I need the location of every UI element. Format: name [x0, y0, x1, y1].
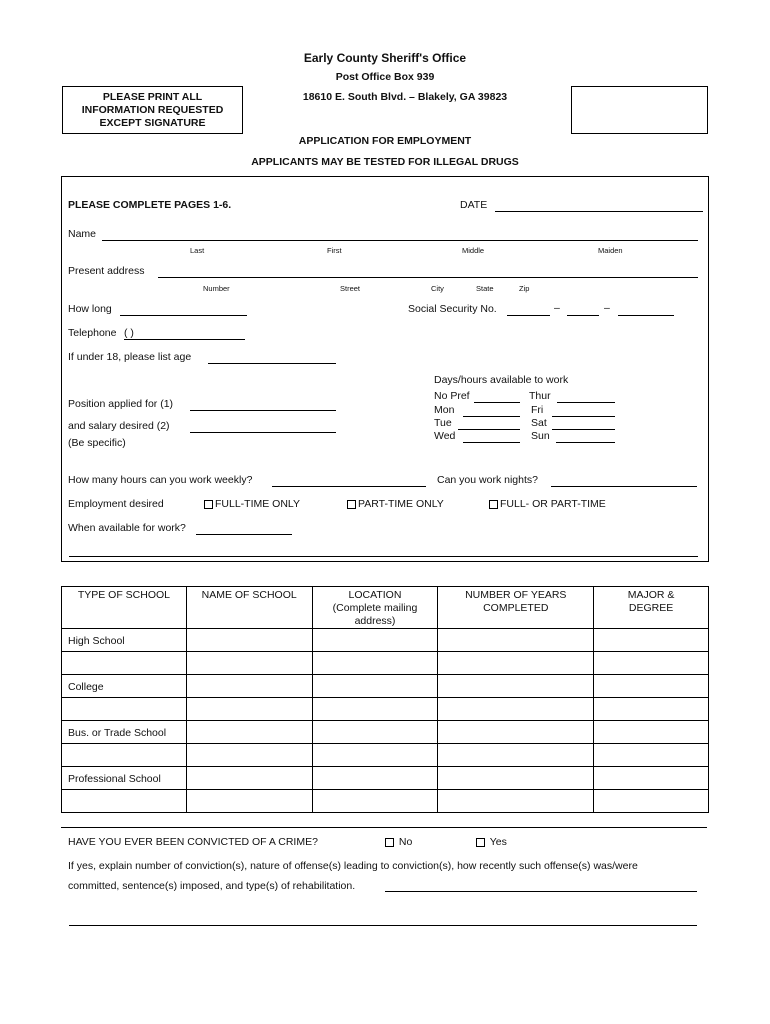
education-header-row — [62, 587, 709, 629]
day-label-no-pref: No Pref — [434, 390, 470, 402]
nights-field[interactable] — [551, 485, 697, 487]
date-label: DATE — [460, 199, 488, 211]
day-label-wed: Wed — [434, 430, 456, 442]
table-cell[interactable] — [594, 652, 709, 675]
table-cell[interactable] — [438, 721, 594, 744]
position-field-2[interactable] — [190, 431, 336, 433]
how-long-label: How long — [68, 303, 112, 315]
table-row — [62, 629, 709, 652]
thur-field[interactable] — [557, 401, 615, 403]
mon-field[interactable] — [463, 415, 520, 417]
wed-field[interactable] — [463, 441, 520, 443]
table-cell[interactable] — [186, 790, 312, 813]
photo-box — [571, 86, 708, 134]
crime-explain-text: If yes, explain number of conviction(s), nature of offense(s) leading to conviction(s), how recently such offense(s) was/were — [68, 860, 638, 872]
col-header-type: TYPE OF SCHOOL — [62, 587, 187, 629]
age-field[interactable] — [208, 362, 336, 364]
table-row — [62, 790, 709, 813]
table-row — [62, 675, 709, 698]
option-label: Yes — [489, 836, 507, 848]
address-part-state: State — [476, 284, 494, 293]
office-title: Early County Sheriff's Office — [303, 51, 467, 65]
po-box: Post Office Box 939 — [335, 71, 435, 83]
crime-option-yes[interactable] — [476, 836, 507, 848]
table-cell[interactable] — [62, 652, 187, 675]
sun-field[interactable] — [556, 441, 615, 443]
checkbox-icon[interactable] — [385, 838, 394, 847]
fri-field[interactable] — [552, 415, 615, 417]
crime-question: HAVE YOU EVER BEEN CONVICTED OF A CRIME? — [68, 836, 318, 848]
row-label-professional-school: Professional School — [62, 767, 187, 790]
sat-field[interactable] — [552, 428, 615, 430]
table-cell[interactable] — [186, 721, 312, 744]
option-full-or-part-time[interactable] — [489, 498, 606, 510]
table-cell[interactable] — [312, 721, 438, 744]
table-cell[interactable] — [594, 721, 709, 744]
address-part-city: City — [431, 284, 444, 293]
table-cell[interactable] — [438, 744, 594, 767]
print-notice-line: EXCEPT SIGNATURE — [99, 117, 206, 129]
name-part-maiden: Maiden — [598, 246, 623, 255]
checkbox-icon[interactable] — [347, 500, 356, 509]
row-label-trade-school: Bus. or Trade School — [62, 721, 187, 744]
table-cell[interactable] — [312, 629, 438, 652]
section-divider — [61, 827, 707, 828]
table-cell[interactable] — [186, 629, 312, 652]
table-row — [62, 744, 709, 767]
table-cell[interactable] — [438, 698, 594, 721]
salary-label: and salary desired (2) — [68, 420, 170, 432]
table-cell[interactable] — [594, 790, 709, 813]
row-label-college: College — [62, 675, 187, 698]
table-cell[interactable] — [594, 698, 709, 721]
address-field[interactable] — [158, 276, 698, 278]
crime-explain-field[interactable] — [385, 890, 697, 892]
ssn-separator: – — [604, 302, 610, 314]
table-cell[interactable] — [312, 675, 438, 698]
table-row — [62, 767, 709, 790]
table-cell[interactable] — [186, 698, 312, 721]
education-table — [61, 586, 709, 813]
table-cell[interactable] — [186, 652, 312, 675]
table-cell[interactable] — [438, 675, 594, 698]
table-cell[interactable] — [312, 767, 438, 790]
table-cell[interactable] — [594, 744, 709, 767]
table-cell[interactable] — [62, 744, 187, 767]
option-part-time[interactable] — [347, 498, 444, 510]
name-label: Name — [68, 228, 97, 240]
table-cell[interactable] — [594, 629, 709, 652]
table-cell[interactable] — [438, 767, 594, 790]
drug-notice: APPLICANTS MAY BE TESTED FOR ILLEGAL DRUGS — [251, 156, 519, 168]
option-full-time[interactable] — [204, 498, 300, 510]
crime-explain-field-2[interactable] — [69, 924, 697, 926]
employment-desired-label: Employment desired — [68, 498, 164, 510]
table-cell[interactable] — [312, 698, 438, 721]
checkbox-icon[interactable] — [489, 500, 498, 509]
option-label: FULL- OR PART-TIME — [500, 498, 606, 510]
option-label: No — [398, 836, 413, 848]
telephone-area-code: ( ) — [124, 327, 134, 339]
option-label: PART-TIME ONLY — [358, 498, 444, 510]
col-header-location: LOCATION (Complete mailing address) — [312, 587, 438, 629]
day-label-mon: Mon — [434, 404, 455, 416]
table-cell[interactable] — [312, 744, 438, 767]
position-label: Position applied for (1) — [68, 398, 174, 410]
table-cell[interactable] — [594, 767, 709, 790]
option-label: FULL-TIME ONLY — [215, 498, 300, 510]
date-field[interactable] — [495, 210, 703, 212]
name-field[interactable] — [102, 239, 698, 241]
day-label-sat: Sat — [531, 417, 547, 429]
complete-pages-note: PLEASE COMPLETE PAGES 1-6. — [68, 199, 232, 211]
ssn-field-1[interactable] — [507, 314, 550, 316]
day-label-thur: Thur — [529, 390, 551, 402]
checkbox-icon[interactable] — [476, 838, 485, 847]
form-title: APPLICATION FOR EMPLOYMENT — [298, 135, 472, 147]
name-part-first: First — [327, 246, 342, 255]
table-cell[interactable] — [438, 629, 594, 652]
when-available-field[interactable] — [196, 533, 292, 535]
table-cell[interactable] — [62, 698, 187, 721]
telephone-field[interactable] — [124, 338, 245, 340]
crime-option-no[interactable] — [385, 836, 412, 848]
day-label-fri: Fri — [531, 404, 544, 416]
address-label: Present address — [68, 265, 145, 277]
tue-field[interactable] — [458, 428, 520, 430]
how-long-field[interactable] — [120, 314, 247, 316]
name-part-middle: Middle — [462, 246, 485, 255]
ssn-label: Social Security No. — [408, 303, 497, 315]
under-18-label: If under 18, please list age — [68, 351, 192, 363]
table-cell[interactable] — [186, 675, 312, 698]
print-notice-line: PLEASE PRINT ALL — [102, 91, 203, 103]
table-cell[interactable] — [438, 652, 594, 675]
table-cell[interactable] — [186, 744, 312, 767]
table-row — [62, 652, 709, 675]
crime-explain-text: committed, sentence(s) imposed, and type(s) of rehabilitation. — [68, 880, 356, 892]
table-cell[interactable] — [312, 652, 438, 675]
street-address: 18610 E. South Blvd. – Blakely, GA 39823 — [302, 91, 508, 103]
row-label-high-school: High School — [62, 629, 187, 652]
print-notice-line: INFORMATION REQUESTED — [81, 104, 224, 116]
table-cell[interactable] — [594, 675, 709, 698]
table-cell[interactable] — [312, 790, 438, 813]
ssn-field-2[interactable] — [567, 314, 599, 316]
table-row — [62, 721, 709, 744]
col-header-years: NUMBER OF YEARS COMPLETED — [438, 587, 594, 629]
name-part-last: Last — [190, 246, 205, 255]
table-cell[interactable] — [62, 790, 187, 813]
col-header-name: NAME OF SCHOOL — [186, 587, 312, 629]
table-cell[interactable] — [438, 790, 594, 813]
position-field-1[interactable] — [190, 409, 336, 411]
day-label-sun: Sun — [531, 430, 550, 442]
days-available-heading: Days/hours available to work — [434, 374, 569, 386]
hours-weekly-field[interactable] — [272, 485, 426, 487]
day-label-tue: Tue — [434, 417, 452, 429]
checkbox-icon[interactable] — [204, 500, 213, 509]
address-part-number: Number — [203, 284, 230, 293]
print-notice-box — [62, 86, 243, 134]
when-available-label: When available for work? — [68, 522, 186, 534]
table-cell[interactable] — [186, 767, 312, 790]
address-part-zip: Zip — [519, 284, 530, 293]
extra-line-field[interactable] — [69, 555, 698, 557]
telephone-label: Telephone — [68, 327, 117, 339]
table-row — [62, 698, 709, 721]
col-header-major: MAJOR & DEGREE — [594, 587, 709, 629]
address-part-street: Street — [340, 284, 361, 293]
ssn-separator: – — [554, 302, 560, 314]
nights-label: Can you work nights? — [437, 474, 538, 486]
no-pref-field[interactable] — [474, 401, 520, 403]
be-specific-note: (Be specific) — [68, 437, 126, 449]
ssn-field-3[interactable] — [618, 314, 674, 316]
hours-weekly-label: How many hours can you work weekly? — [68, 474, 253, 486]
